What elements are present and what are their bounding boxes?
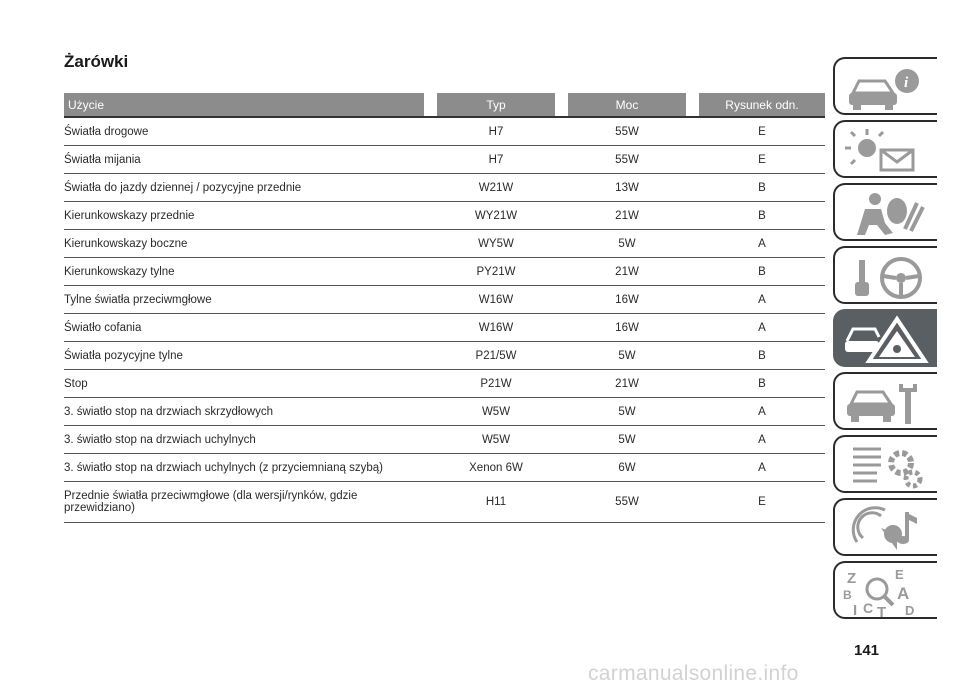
- cell-power: 16W: [568, 314, 686, 342]
- cell-figure: A: [699, 314, 825, 342]
- table-row: [64, 286, 825, 314]
- cell-figure: E: [699, 482, 825, 523]
- header-type: Typ: [437, 93, 555, 117]
- cell-figure: A: [699, 286, 825, 314]
- tab-technical-data[interactable]: [833, 435, 937, 493]
- cell-power: 13W: [568, 174, 686, 202]
- table-row: [64, 370, 825, 398]
- cell-power: 5W: [568, 426, 686, 454]
- tab-multimedia[interactable]: [833, 498, 937, 556]
- cell-use: Tylne światła przeciwmgłowe: [64, 286, 424, 314]
- header-power: Moc: [568, 93, 686, 117]
- tab-safety[interactable]: [833, 183, 937, 241]
- watermark: carmanualsonline.info: [588, 662, 799, 685]
- car-info-icon: [841, 63, 937, 113]
- cell-use: 3. światło stop na drzwiach uchylnych (z przyciemnianą szybą): [64, 454, 424, 482]
- cell-use: Przednie światła przeciwmgłowe (dla wersji/rynków, gdzie przewidziano): [64, 482, 424, 523]
- cell-figure: B: [699, 174, 825, 202]
- cell-type: W5W: [437, 426, 555, 454]
- table-row: [64, 342, 825, 370]
- svg-text:i: i: [904, 75, 909, 91]
- tab-emergency[interactable]: [833, 309, 937, 367]
- index-letter: E: [895, 567, 904, 582]
- cell-figure: E: [699, 146, 825, 174]
- table-row: [64, 202, 825, 230]
- index-letter: Z: [847, 570, 857, 587]
- cell-use: 3. światło stop na drzwiach skrzydłowych: [64, 398, 424, 426]
- tab-maintenance[interactable]: [833, 372, 937, 430]
- cell-use: Światła drogowe: [64, 117, 424, 146]
- technical-data-gears-icon: [841, 441, 937, 491]
- tab-starting-driving[interactable]: [833, 246, 937, 304]
- index-letter: T: [877, 604, 887, 617]
- cell-power: 16W: [568, 286, 686, 314]
- cell-type: WY21W: [437, 202, 555, 230]
- cell-use: Światła mijania: [64, 146, 424, 174]
- cell-figure: A: [699, 454, 825, 482]
- cell-type: P21W: [437, 370, 555, 398]
- table-row: [64, 230, 825, 258]
- cell-figure: B: [699, 342, 825, 370]
- cell-use: Światło cofania: [64, 314, 424, 342]
- cell-figure: E: [699, 117, 825, 146]
- cell-power: 6W: [568, 454, 686, 482]
- cell-use: Kierunkowskazy tylne: [64, 258, 424, 286]
- cell-use: Kierunkowskazy boczne: [64, 230, 424, 258]
- cell-type: P21/5W: [437, 342, 555, 370]
- multimedia-music-icon: [841, 504, 937, 554]
- cell-type: W21W: [437, 174, 555, 202]
- cell-power: 21W: [568, 370, 686, 398]
- alphabetical-index-icon: [841, 567, 937, 617]
- table-row: [64, 426, 825, 454]
- cell-figure: A: [699, 398, 825, 426]
- airbag-safety-icon: [841, 189, 937, 239]
- table-row: [64, 398, 825, 426]
- cell-power: 21W: [568, 258, 686, 286]
- cell-power: 55W: [568, 146, 686, 174]
- cell-type: W5W: [437, 398, 555, 426]
- cell-power: 5W: [568, 230, 686, 258]
- cell-use: Kierunkowskazy przednie: [64, 202, 424, 230]
- emergency-warning-triangle-icon: [841, 315, 937, 365]
- index-letter: B: [843, 588, 852, 602]
- page-title: Żarówki: [64, 52, 129, 71]
- tab-warning-lights[interactable]: [833, 120, 937, 178]
- cell-type: H7: [437, 117, 555, 146]
- bulbs-table: [64, 93, 825, 523]
- table-row: [64, 146, 825, 174]
- table-row: [64, 258, 825, 286]
- warning-lights-message-icon: [841, 126, 937, 176]
- table-header-row: [64, 93, 825, 117]
- cell-figure: B: [699, 258, 825, 286]
- cell-figure: A: [699, 426, 825, 454]
- index-letter: C: [863, 600, 874, 616]
- cell-type: WY5W: [437, 230, 555, 258]
- index-letter: A: [897, 584, 910, 603]
- cell-use: Światła pozycyjne tylne: [64, 342, 424, 370]
- cell-power: 5W: [568, 398, 686, 426]
- table-row: [64, 117, 825, 146]
- page-number: 141: [854, 642, 880, 659]
- cell-figure: B: [699, 202, 825, 230]
- cell-type: PY21W: [437, 258, 555, 286]
- header-use: Użycie: [64, 93, 424, 117]
- cell-type: H7: [437, 146, 555, 174]
- cell-type: W16W: [437, 286, 555, 314]
- cell-type: Xenon 6W: [437, 454, 555, 482]
- cell-use: Światła do jazdy dziennej / pozycyjne przednie: [64, 174, 424, 202]
- index-letter: D: [905, 603, 915, 617]
- index-letter: I: [853, 602, 858, 617]
- table-row: [64, 454, 825, 482]
- cell-power: 55W: [568, 482, 686, 523]
- cell-use: Stop: [64, 370, 424, 398]
- table-row: [64, 314, 825, 342]
- tab-car-info[interactable]: [833, 57, 937, 115]
- cell-use: 3. światło stop na drzwiach uchylnych: [64, 426, 424, 454]
- cell-power: 5W: [568, 342, 686, 370]
- table-body: [64, 117, 825, 523]
- cell-power: 21W: [568, 202, 686, 230]
- cell-figure: B: [699, 370, 825, 398]
- cell-type: H11: [437, 482, 555, 523]
- table-row: [64, 174, 825, 202]
- car-maintenance-wrench-icon: [841, 378, 937, 428]
- cell-figure: A: [699, 230, 825, 258]
- key-steering-wheel-icon: [841, 252, 937, 302]
- cell-power: 55W: [568, 117, 686, 146]
- cell-type: W16W: [437, 314, 555, 342]
- header-figure: Rysunek odn.: [699, 93, 825, 117]
- table-row: [64, 482, 825, 523]
- tab-index[interactable]: [833, 561, 937, 619]
